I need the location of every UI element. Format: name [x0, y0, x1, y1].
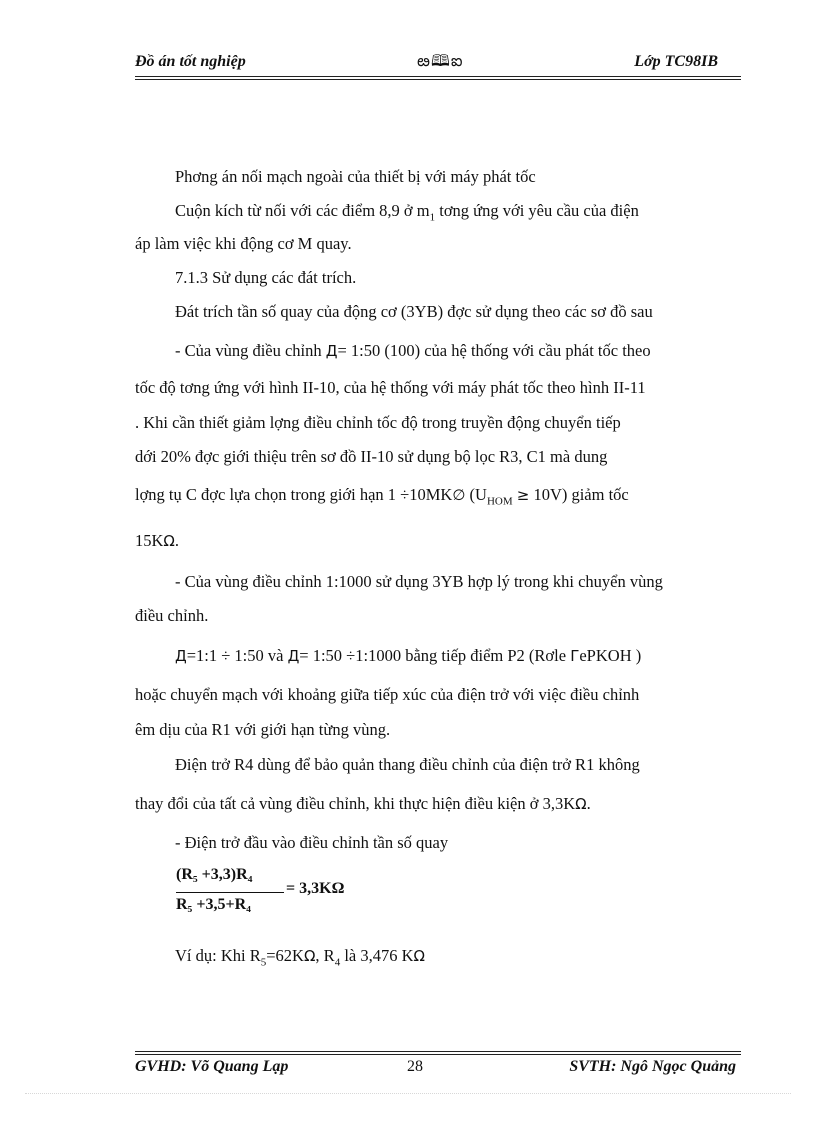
formula-result: = 3,3KΩ	[286, 880, 345, 897]
paragraph: Cuộn kích từ nối với các điểm 8,9 ở $m_1$ tơng ứng với yêu cầu của điện	[175, 201, 639, 224]
page-edge-dots	[25, 1093, 791, 1094]
paragraph: 15KΩ.	[135, 531, 180, 550]
paragraph: lợng tụ C đợc lựa chọn trong giới hạn 1 ÷10MK∅ $(U_{HOM} \ge 10V)$ giảm tốc	[135, 485, 629, 508]
paragraph: . Khi cần thiết giảm lợng điều chỉnh tốc độ trong truyền động chuyển tiếp	[135, 413, 621, 432]
footer-rule-bottom	[135, 1054, 741, 1055]
fraction-bar	[176, 892, 284, 893]
paragraph: hoặc chuyển mạch với khoảng giữa tiếp xúc của điện trở với việc điều chỉnh	[135, 685, 640, 704]
paragraph: - Điện trở đầu vào điều chỉnh tần số quay	[175, 833, 449, 852]
formula-numerator: (R₅ +3,3)R₄	[176, 866, 253, 883]
paragraph: - Của vùng điều chỉnh 1:1000 sử dụng 3YB hợp lý trong khi chuyển vùng	[175, 572, 663, 591]
header-right: Lớp TC98IB	[634, 53, 718, 70]
paragraph: điều chỉnh.	[135, 606, 209, 625]
header-left: Đồ án tốt nghiệp	[135, 53, 246, 70]
page-header	[135, 50, 740, 74]
formula-denominator: R₅ +3,5+R₄	[176, 896, 251, 913]
paragraph: Phơng án nối mạch ngoài của thiết bị với máy phát tốc	[175, 167, 536, 186]
paragraph: Ví dụ: Khi $R_5=62K\Omega$, $R_4$ là 3,476 KΩ	[175, 946, 425, 969]
footer-rule-top	[135, 1051, 741, 1052]
paragraph: 7.1.3 Sử dụng các đát trích.	[175, 268, 357, 287]
paragraph: áp làm việc khi động cơ M quay.	[135, 234, 352, 253]
paragraph: thay đổi của tất cả vùng điều chỉnh, khi thực hiện điều kiện ở 3,3KΩ.	[135, 794, 591, 813]
paragraph: tốc độ tơng ứng với hình II-10, của hệ thống với máy phát tốc theo hình II-11	[135, 378, 646, 397]
header-rule-top	[135, 76, 741, 77]
paragraph: - Của vùng điều chỉnh Д= 1:50 (100) của hệ thống với cầu phát tốc theo	[175, 341, 651, 360]
page-number: 28	[407, 1058, 423, 1075]
footer-supervisor: GVHD: Võ Quang Lạp	[135, 1058, 289, 1075]
paragraph: Đát trích tần số quay của động cơ (3YB) đợc sử dụng theo các sơ đồ sau	[175, 302, 653, 321]
header-ornament: ఴ🕮ఐ	[417, 53, 464, 70]
paragraph: Д=1:1 ÷ 1:50 và Д= 1:50 ÷1:1000 bằng tiếp điểm P2 (Rơle ГePKOH )	[175, 646, 642, 665]
paragraph: Điện trở R4 dùng để bảo quản thang điều chỉnh của điện trở R1 không	[175, 755, 640, 774]
page-footer	[135, 1058, 740, 1080]
paragraph: dới 20% đợc giới thiệu trên sơ đồ II-10 sử dụng bộ lọc R3, C1 mà dung	[135, 447, 608, 466]
paragraph: êm dịu của R1 với giới hạn từng vùng.	[135, 720, 391, 739]
footer-student: SVTH: Ngô Ngọc Quảng	[569, 1058, 736, 1075]
header-rule-bottom	[135, 79, 741, 80]
